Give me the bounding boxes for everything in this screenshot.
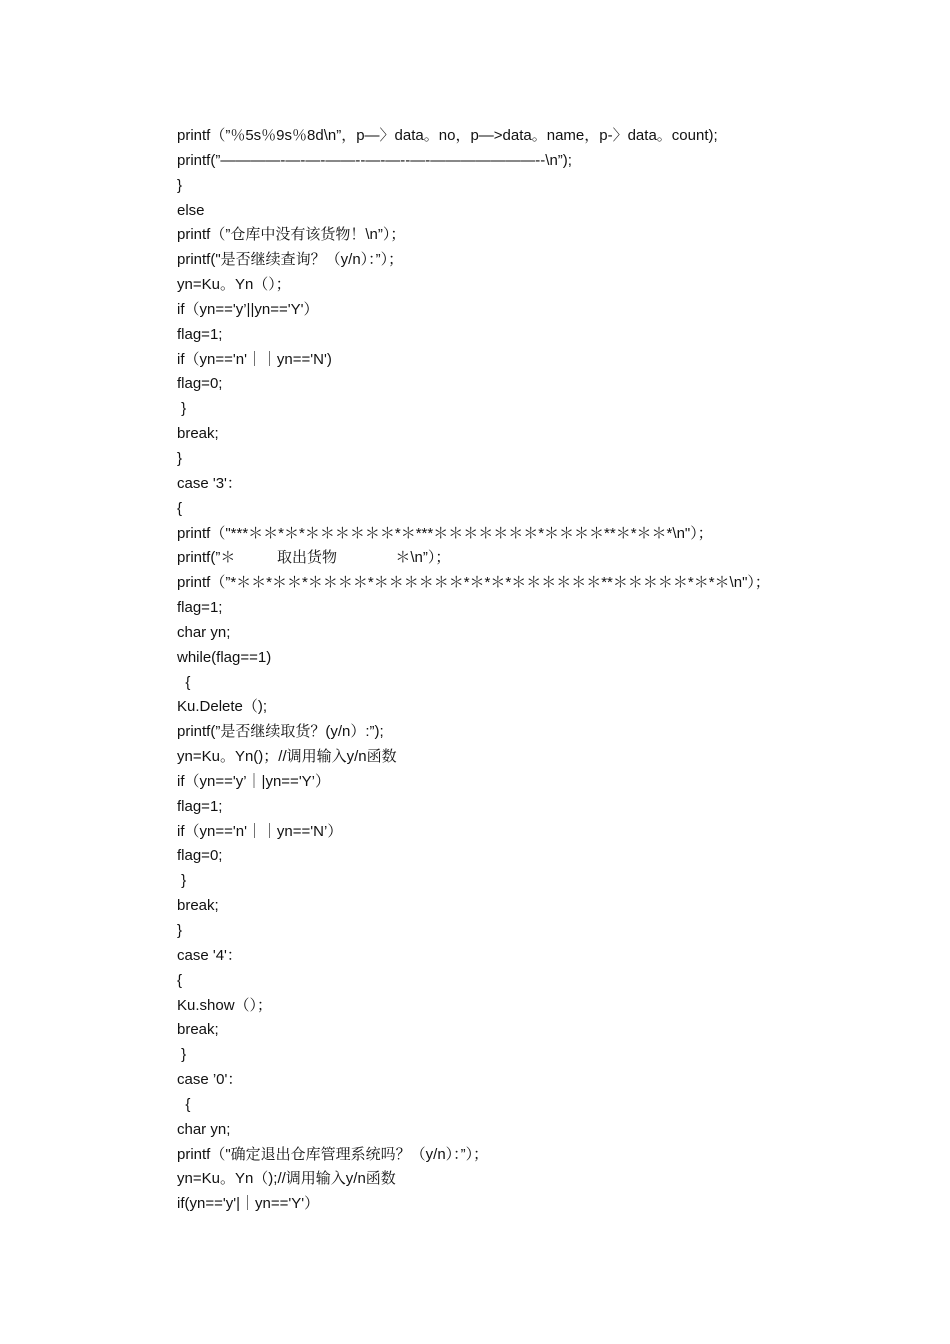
code-line: case '3'： [177, 474, 242, 492]
code-line: case '4'： [177, 946, 242, 964]
code-line: printf（”*＊＊*＊＊*＊＊＊＊*＊＊＊＊＊＊*＊*＊*＊＊＊＊＊＊**＊＊＊＊＊*＊*＊\n"）； [177, 574, 770, 592]
code-line: break; [177, 1021, 219, 1039]
code-line: } [177, 449, 183, 467]
code-line: case ’0'： [177, 1071, 243, 1089]
code-line: } [177, 872, 187, 890]
code-line: break; [177, 425, 219, 443]
code-line: flag=0; [177, 847, 223, 865]
code-line: } [177, 176, 183, 194]
code-line: } [177, 922, 183, 939]
code-line: Ku.Delete（); [177, 698, 268, 716]
code-line: char yn; [177, 623, 231, 641]
code-line: { [177, 673, 191, 691]
code-line: if（yn=='y’||yn=='Y'） [177, 300, 319, 318]
code-line: break; [177, 897, 219, 915]
code-line: yn=Ku。Yn（）； [177, 276, 291, 294]
code-line: printf(”是否继续取货？(y/n）:”); [177, 723, 384, 741]
code-line: char yn; [177, 1120, 231, 1138]
code-line: printf("是否继续查询？（y/n）：”）； [177, 251, 404, 269]
code-line: printf（"***＊＊*＊*＊＊＊＊＊＊*＊***＊＊＊＊＊＊＊*＊＊＊＊**＊*＊＊*\n"）； [177, 524, 713, 542]
code-line: } [177, 1046, 187, 1064]
code-listing [177, 124, 877, 1217]
code-line: yn=Ku。Yn()；//调用输入y/n函数 [177, 748, 397, 766]
code-line: if（yn=='n'｜｜yn=='N') [177, 350, 332, 368]
code-line: flag=1; [177, 325, 223, 343]
code-line: flag=0; [177, 375, 223, 393]
code-line: flag=1; [177, 797, 223, 815]
code-line: { [177, 1095, 191, 1113]
code-line: if（yn=='n'｜｜yn=='N’） [177, 822, 343, 840]
code-line: else [177, 201, 205, 219]
code-line: Ku.show（）； [177, 996, 273, 1014]
code-line: printf(”＊ 取出货物 ＊\n”）； [177, 549, 451, 567]
code-line: if（yn=='y’｜|yn=='Y’） [177, 772, 331, 790]
code-line: printf（"确定退出仓库管理系统吗？（y/n）：”）； [177, 1145, 489, 1163]
code-line: printf（”仓库中没有该货物！\n”）； [177, 226, 406, 244]
code-line: printf（”％5s％9s％8d\n”，p—〉data。no，p—>data。name，p-〉data。count); [177, 127, 718, 144]
code-line: } [177, 400, 187, 418]
code-line: flag=1; [177, 599, 223, 617]
code-line: yn=Ku。Yn（);//调用输入y/n函数 [177, 1170, 396, 1188]
code-line: if(yn=='y'|｜yn=='Y'） [177, 1195, 320, 1213]
code-line: while(flag==1) [177, 648, 272, 666]
code-line: printf(”————-—-—-——--—-—--—-———————--\n”); [177, 151, 572, 169]
code-line: { [177, 499, 183, 517]
code-line: { [177, 971, 183, 989]
